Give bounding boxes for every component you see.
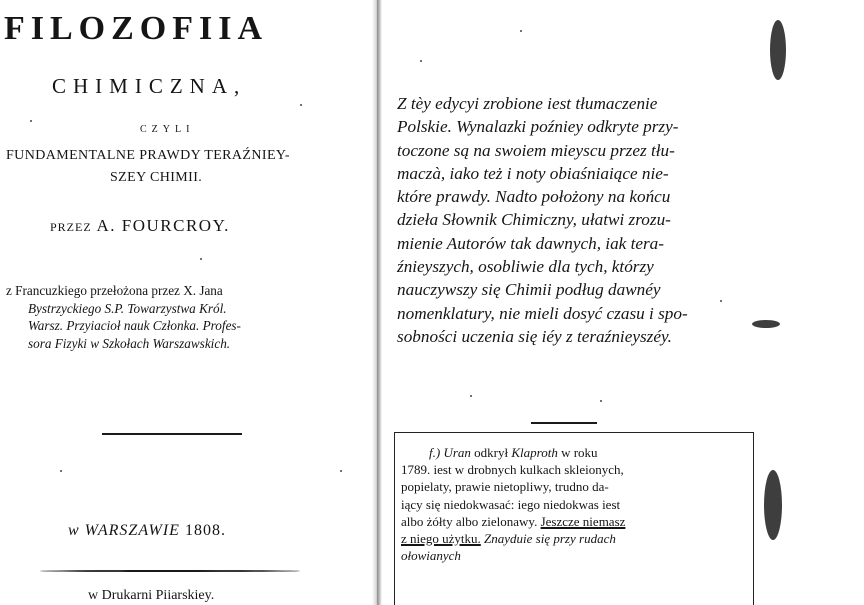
- paper-speck: [60, 470, 62, 472]
- note-line: dzieła Słownik Chimiczny, ułatwi zrozu-: [397, 210, 671, 230]
- note-line: maczà, iako też i noty obiaśniaiące nie-: [397, 163, 669, 183]
- paper-speck: [420, 60, 422, 62]
- fundamental-line-1: FUNDAMENTALNE PRAWDY TERAŹNIEY-: [6, 148, 290, 163]
- paper-speck: [520, 30, 522, 32]
- paper-speck: [470, 395, 472, 397]
- footnote-rule: [531, 422, 597, 424]
- note-line: Polskie. Wynalazki poźniey odkryte przy-: [397, 117, 679, 137]
- imprint-year: 1808.: [184, 522, 226, 539]
- author-line: [50, 216, 230, 236]
- translation-line: Bystrzyckiego S.P. Towarzystwa Król.: [28, 300, 227, 316]
- footnote-line-3: popielaty, prawie nietopliwy, trudno da-: [401, 479, 609, 495]
- paper-speck: [200, 258, 202, 260]
- footnote-line-4: iący się niedokwasać: iego niedokwas iest: [401, 496, 621, 512]
- ornamental-rule: [40, 570, 300, 572]
- paper-speck: [600, 400, 602, 402]
- note-line: nomenklatury, nie mieli dosyć czasu i spo-: [397, 303, 688, 323]
- translation-line: Warsz. Przyiacioł nauk Członka. Profes-: [28, 318, 241, 333]
- footnote: [401, 444, 757, 564]
- footnote-line-7: ołowianych: [401, 548, 461, 564]
- note-line: sobności uczenia się iéy z teraźnieyszéy.: [397, 326, 672, 346]
- right-page: [381, 0, 781, 605]
- footnote-line-2: 1789. iest w drobnych kulkach skleionych,: [401, 462, 624, 478]
- footnote-line-1: f.) Uran odkrył Klaproth w roku: [429, 445, 598, 460]
- note-line: toczone są na swoiem mieyscu przez tłu-: [397, 140, 675, 160]
- paper-speck: [300, 104, 302, 106]
- left-page: [0, 0, 372, 605]
- footnote-line-6: z niego użytku. Znayduie się przy rudach: [401, 531, 616, 547]
- translation-note: [6, 282, 366, 352]
- footnote-line-5: albo żółty albo zielonawy. Jeszcze niemasz: [401, 513, 626, 529]
- note-line: źnieyszych, osobliwie dla tych, którzy: [397, 257, 654, 277]
- note-line: które prawdy. Nadto położony na końcu: [397, 187, 671, 207]
- author-name: A. FOURCROY.: [96, 216, 230, 235]
- note-line: nauczywszy się Chimii podług dawnéy: [397, 280, 661, 300]
- book-subtitle: CHIMICZNA,: [52, 74, 247, 98]
- note-line: mienie Autorów tak dawnych, iak tera-: [397, 233, 664, 253]
- page-edge-stain: [752, 320, 780, 328]
- fundamental-line-2: SZEY CHIMII.: [110, 170, 203, 185]
- imprint-place: [68, 522, 226, 540]
- imprint-city: w WARSZAWIE: [68, 522, 180, 539]
- translator-note: [397, 92, 777, 348]
- translation-line: sora Fizyki w Szkołach Warszawskich.: [28, 335, 231, 351]
- paper-speck: [30, 120, 32, 122]
- page-edge-stain: [770, 20, 786, 80]
- book-title: FILOZOFIIA: [4, 10, 269, 47]
- note-line: Z tèy edycyi zrobione iest tłumaczenie: [397, 94, 658, 113]
- czyli-label: CZYLI: [140, 124, 195, 135]
- imprint-printer: w Drukarni Piiarskiey.: [88, 588, 215, 603]
- translation-line: z Francuzkiego przełożona przez X. Jana: [6, 283, 223, 298]
- author-prefix: PRZEZ: [50, 220, 92, 234]
- ornamental-rule: [102, 433, 242, 435]
- page-outer-margin: [782, 0, 864, 605]
- page-edge-stain: [764, 470, 782, 540]
- paper-speck: [720, 300, 722, 302]
- paper-speck: [340, 470, 342, 472]
